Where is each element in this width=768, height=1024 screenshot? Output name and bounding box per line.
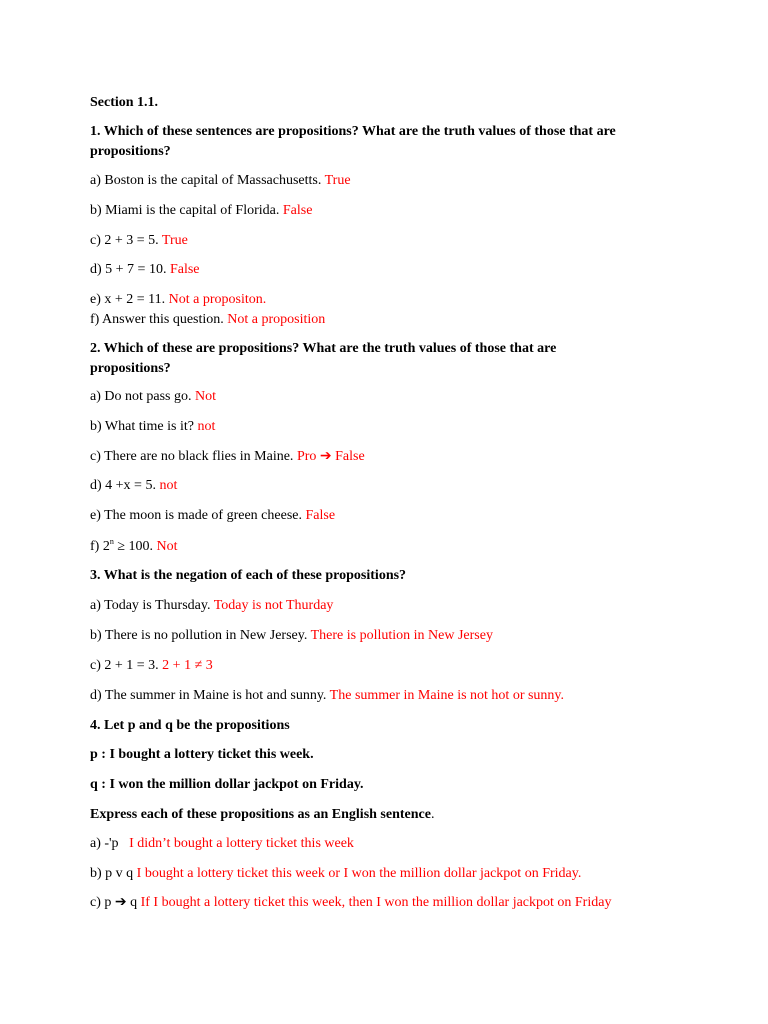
q2-e-answer: False: [305, 508, 336, 523]
q2-item-d: [90, 477, 177, 495]
q2-a-prompt: a) Do not pass go.: [90, 389, 192, 404]
q4-instruction: [90, 806, 434, 824]
q3-item-a: [90, 597, 333, 615]
q1-item-c: [90, 232, 188, 250]
q2-item-f: [90, 538, 178, 556]
q4-c-prompt: c) p ➔ q: [90, 895, 138, 910]
q1-d-answer: False: [169, 262, 200, 277]
q2-item-e: [90, 507, 335, 525]
q1-b-answer: False: [282, 203, 313, 218]
q3-a-answer: Today is not Thurday: [213, 598, 334, 613]
q3-item-b: [90, 627, 493, 645]
q1-item-a: [90, 172, 351, 190]
q2-item-c: [90, 448, 365, 466]
q3-d-prompt: d) The summer in Maine is hot and sunny.: [90, 688, 327, 703]
q2-f-answer: Not: [156, 539, 178, 554]
q2-d-prompt: d) 4 +x = 5.: [90, 478, 156, 493]
q3-b-answer: There is pollution in New Jersey: [310, 628, 493, 643]
q3-d-answer: The summer in Maine is not hot or sunny.: [329, 688, 565, 703]
q4-b-answer: I bought a lottery ticket this week or I won the million dollar jackpot on Friday.: [136, 866, 582, 881]
q4-a-answer: I didn’t bought a lottery ticket this week: [129, 836, 354, 851]
q2-c-prompt: c) There are no black flies in Maine.: [90, 449, 294, 464]
q2-f-suffix: ≥ 100.: [113, 539, 154, 554]
q2-title-line2: propositions?: [90, 361, 171, 376]
q1-f-prompt: f) Answer this question.: [90, 312, 224, 327]
q1-item-f: [90, 311, 325, 329]
q2-d-answer: not: [159, 478, 178, 493]
q1-f-answer: Not a proposition: [227, 312, 326, 327]
q4-b-prompt: b) p v q: [90, 866, 134, 881]
q4-q-definition: q : I won the million dollar jackpot on Friday.: [90, 777, 364, 792]
q4-item-c: [90, 894, 611, 912]
q3-c-answer: 2 + 1 ≠ 3: [162, 658, 213, 673]
q3-title: 3. What is the negation of each of these propositions?: [90, 568, 407, 583]
q2-c-answer: Pro ➔ False: [296, 449, 365, 464]
q4-c-answer: If I bought a lottery ticket this week, then I won the million dollar jackpot on Friday: [140, 895, 612, 910]
q2-b-answer: not: [197, 419, 216, 434]
q1-e-prompt: e) x + 2 = 11.: [90, 292, 166, 307]
q1-item-e: [90, 291, 266, 309]
q1-e-answer: Not a propositon.: [168, 292, 267, 307]
q1-d-prompt: d) 5 + 7 = 10.: [90, 262, 167, 277]
q2-f-superscript: n: [109, 537, 114, 546]
q3-item-c: [90, 657, 213, 675]
q4-instruction-text: Express each of these propositions as an English sentence: [90, 807, 431, 822]
q4-instruction-period: .: [430, 807, 435, 822]
q2-a-answer: Not: [195, 389, 216, 404]
q1-title-line2: propositions?: [90, 144, 171, 159]
q3-a-prompt: a) Today is Thursday.: [90, 598, 211, 613]
q2-b-prompt: b) What time is it?: [90, 419, 194, 434]
q3-item-d: [90, 687, 564, 705]
q1-c-answer: True: [161, 233, 188, 248]
q1-item-b: [90, 202, 312, 220]
q1-b-prompt: b) Miami is the capital of Florida.: [90, 203, 280, 218]
q1-c-prompt: c) 2 + 3 = 5.: [90, 233, 159, 248]
q2-f-prefix: f) 2: [90, 539, 110, 554]
q2-item-b: [90, 418, 215, 436]
q4-a-prompt: a) -'p: [90, 836, 119, 851]
section-title: Section 1.1.: [90, 95, 159, 110]
q1-title-line1: 1. Which of these sentences are propositions? What are the truth values of those that are: [90, 124, 616, 139]
q3-c-prompt: c) 2 + 1 = 3.: [90, 658, 159, 673]
q2-title-line1: 2. Which of these are propositions? What are the truth values of those that are: [90, 341, 557, 356]
q2-item-a: [90, 388, 216, 406]
q4-item-b: [90, 865, 581, 883]
q1-a-answer: True: [324, 173, 351, 188]
q3-b-prompt: b) There is no pollution in New Jersey.: [90, 628, 308, 643]
q4-item-a: [90, 835, 354, 853]
q1-item-d: [90, 261, 200, 279]
q4-title: 4. Let p and q be the propositions: [90, 718, 290, 733]
q4-p-definition: p : I bought a lottery ticket this week.: [90, 747, 314, 762]
q1-a-prompt: a) Boston is the capital of Massachusetts.: [90, 173, 322, 188]
q2-e-prompt: e) The moon is made of green cheese.: [90, 508, 302, 523]
